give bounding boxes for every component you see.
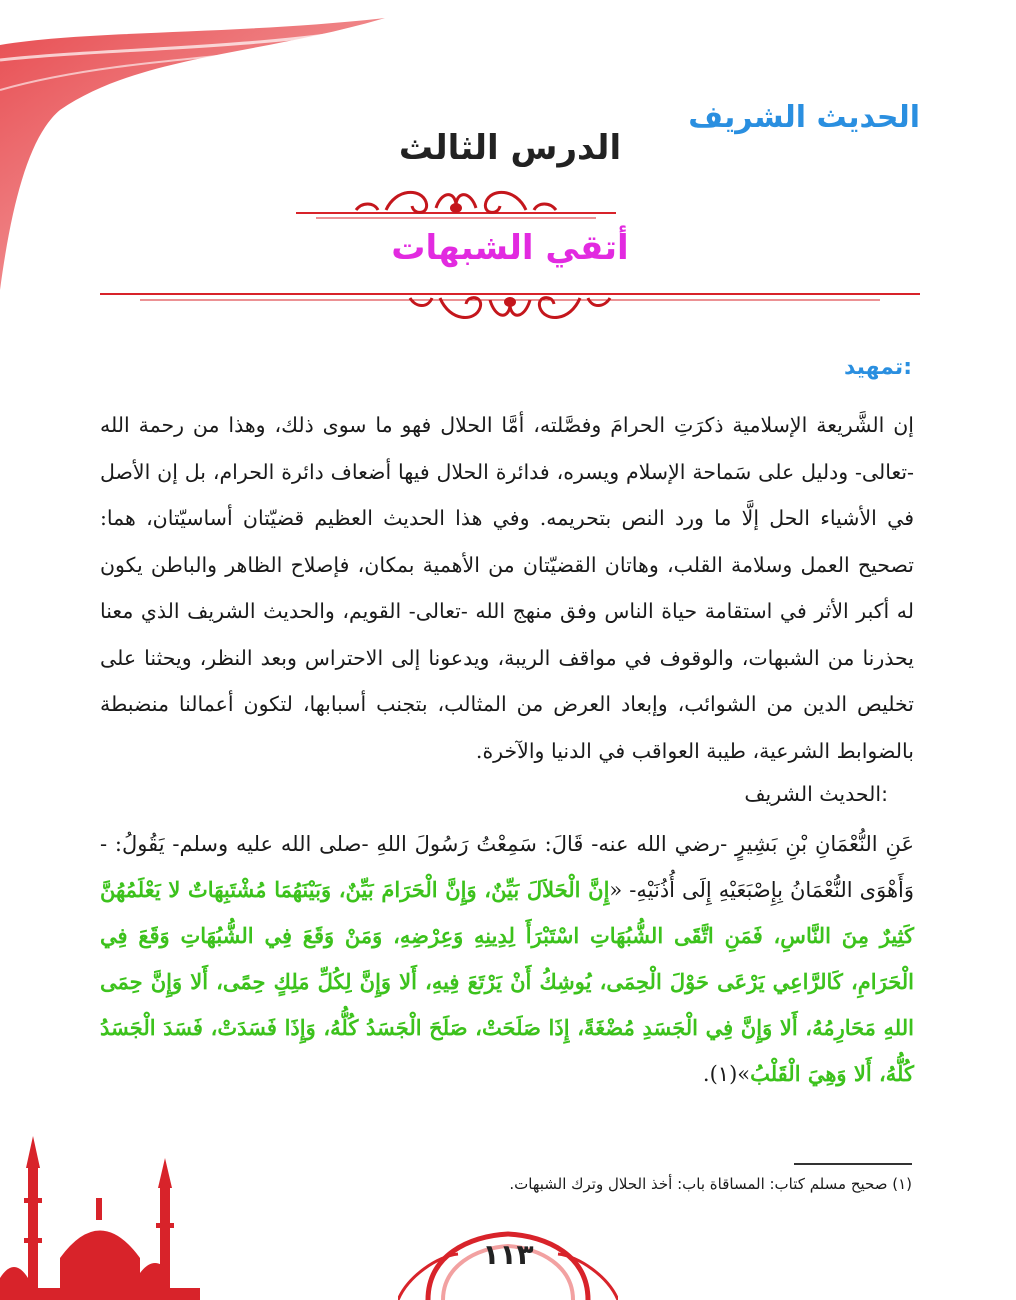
hadith-label: الحديث الشريف: — [744, 782, 888, 806]
lesson-title: أتقي الشبهات — [391, 228, 629, 268]
scroll-ornament-icon — [100, 280, 920, 330]
mosque-silhouette-icon — [0, 1128, 200, 1300]
hadith-text: إِنَّ الْحَلاَلَ بَيِّنٌ، وَإِنَّ الْحَرَامَ بَيِّنٌ، وَبَيْنَهُمَا مُشْتَبِهَاتٌ لا يَعْلَمُهُنَّ كَثِيرٌ مِنَ النَّاسِ، فَمَنِ اتَّقَى الشُّبُهَاتِ اسْتَبْرَأَ لِدِينِهِ وَعِرْضِهِ، وَمَنْ وَقَعَ فِي الشُّبُهَاتِ وَقَعَ فِي الْحَرَامِ، كَالرَّاعِي يَرْعَى حَوْلَ الْحِمَى، يُوشِكُ أَنْ يَرْتَعَ فِيهِ، أَلا وَإِنَّ لِكُلِّ مَلِكٍ حِمًى، أَلا وَإِنَّ حِمَى اللهِ مَحَارِمُهُ، أَلا وَإِنَّ فِي الْجَسَدِ مُضْغَةً، إِذَا صَلَحَتْ، صَلَحَ الْجَسَدُ كُلُّهُ، وَإِذَا فَسَدَتْ، فَسَدَ الْجَسَدُ كُلُّهُ، أَلا وَهِيَ الْقَلْبُ — [100, 877, 914, 1086]
page-number: ١١٣ — [482, 1238, 534, 1271]
hadith-closing: »(١). — [702, 1062, 751, 1086]
hadith-narration: عَنِ النُّعْمَانِ بْنِ بَشِيرٍ -رضي الله عنه- قَالَ: سَمِعْتُ رَسُولَ اللهِ -صلى الله عليه وسلم- يَقُولُ: - وَأَهْوَى النُّعْمَانُ بِإِصْبَعَيْهِ إِلَى أُذُنَيْهِ- « — [100, 832, 914, 902]
intro-label: تمهيد: — [843, 355, 912, 380]
hadith-block — [100, 822, 914, 1097]
section-tag: الحديث الشريف — [688, 100, 920, 135]
footnote-divider — [794, 1163, 912, 1165]
scroll-ornament-icon — [296, 180, 616, 228]
intro-paragraph — [100, 402, 914, 774]
intro-paragraph-text: إن الشَّريعة الإسلامية ذكرَتِ الحرامَ وفصَّلته، أمَّا الحلال فهو ما سوى ذلك، وهذا من رحمة الله -تعالى- ودليل على سَماحة الإسلام ويسره، فدائرة الحلال فيها أضعاف دائرة الحرام، بل إن الأصل في الأشياء الحل إلَّا ما ورد النص بتحريمه. وفي هذا الحديث العظيم قضيّتان أساسيّتان، هما: تصحيح العمل وسلامة القلب، وهاتان القضيّتان من الأهمية بمكان، فإصلاح الظاهر والباطن يكون له أكبر الأثر في استقامة حياة الناس وفق منهج الله -تعالى- القويم، والحديث الشريف الذي معنا يحذرنا من الشبهات، والوقوف في مواقف الريبة، ويدعونا إلى الاحتراس وبعد النظر، ويحثنا على تخليص الدين من الشوائب، وإبعاد العرض من المثالب، بتجنب أسبابها، لتكون أعمالنا منضبطة بالضوابط الشرعية، طيبة العواقب في الدنيا والآخرة. — [100, 413, 914, 763]
footnote: (١) صحيح مسلم كتاب: المساقاة باب: أخذ الحلال وترك الشبهات. — [509, 1175, 912, 1193]
lesson-number: الدرس الثالث — [398, 128, 622, 168]
